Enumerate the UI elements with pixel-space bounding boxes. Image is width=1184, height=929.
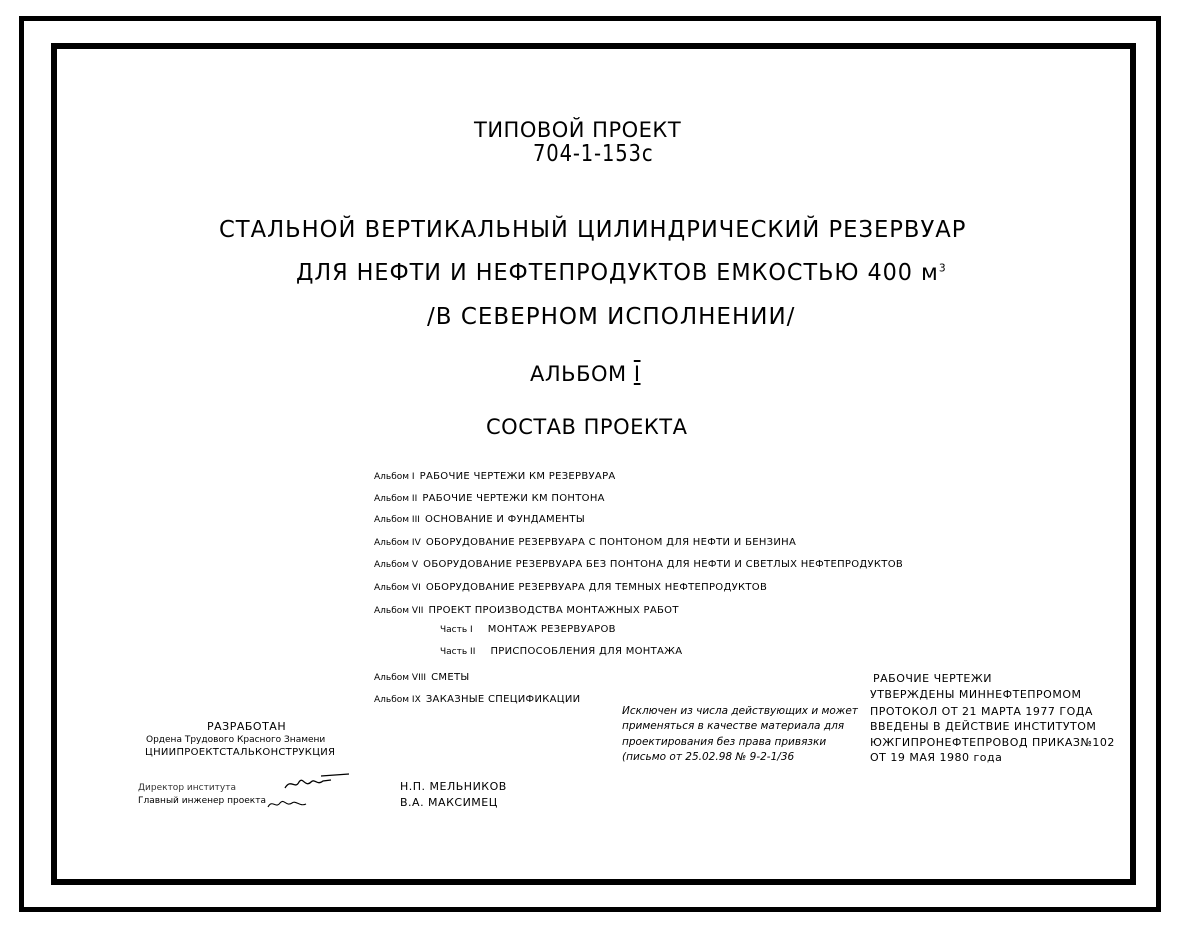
contents-text: РАБОЧИЕ ЧЕРТЕЖИ КМ ПОНТОНА: [422, 493, 605, 504]
contents-album: Альбом VI: [374, 583, 421, 593]
developer-title: РАЗРАБОТАН: [207, 720, 287, 733]
contents-text: ЗАКАЗНЫЕ СПЕЦИФИКАЦИИ: [425, 694, 581, 705]
contents-text: ОСНОВАНИЕ И ФУНДАМЕНТЫ: [424, 514, 585, 525]
album-label: АЛЬБОМ: [530, 362, 627, 386]
contents-text: ПРИСПОСОБЛЕНИЯ ДЛЯ МОНТАЖА: [490, 646, 683, 657]
contents-row: [374, 600, 679, 616]
approval-line-2: УТВЕРЖДЕНЫ МИННЕФТЕПРОМОМ: [870, 688, 1082, 701]
project-type-title: ТИПОВОЙ ПРОЕКТ: [474, 118, 682, 142]
exclusion-note-line-4: (письмо от 25.02.98 № 9-2-1/36: [622, 751, 795, 763]
director-signature: [283, 772, 353, 792]
contents-part: Часть I: [440, 625, 473, 635]
heading-line-2-superscript: 3: [938, 261, 947, 275]
chief-engineer-name: В.А. МАКСИМЕЦ: [400, 796, 498, 809]
approval-line-5: ЮЖГИПРОНЕФТЕПРОВОД ПРИКАЗ№102: [870, 736, 1115, 749]
contents-album: Альбом I: [374, 472, 415, 482]
contents-row: [374, 554, 903, 570]
contents-album: Альбом III: [374, 515, 420, 525]
contents-row: [440, 619, 616, 635]
heading-line-2-text: ДЛЯ НЕФТИ И НЕФТЕПРОДУКТОВ ЕМКОСТЬЮ 400 м: [296, 260, 939, 286]
heading-line-2: [296, 262, 947, 285]
contents-text: РАБОЧИЕ ЧЕРТЕЖИ КМ РЕЗЕРВУАРА: [419, 471, 616, 482]
contents-row: [374, 689, 580, 705]
contents-album: Альбом IX: [374, 695, 421, 705]
exclusion-note-line-3: проектирования без права привязки: [622, 736, 827, 748]
contents-text: МОНТАЖ РЕЗЕРВУАРОВ: [487, 624, 616, 635]
director-role: Директор института: [138, 783, 236, 793]
developer-order: Ордена Трудового Красного Знамени: [146, 735, 326, 745]
contents-album: Альбом II: [374, 494, 418, 504]
contents-row: [374, 577, 767, 593]
contents-album: Альбом V: [374, 560, 419, 570]
heading-line-1: СТАЛЬНОЙ ВЕРТИКАЛЬНЫЙ ЦИЛИНДРИЧЕСКИЙ РЕЗЕРВУАР: [219, 217, 967, 243]
contents-row: [374, 509, 585, 525]
album-number: I: [633, 362, 641, 386]
contents-text: СМЕТЫ: [431, 672, 470, 683]
contents-row: [374, 466, 616, 482]
contents-album: Альбом VII: [374, 606, 424, 616]
approval-line-4: ВВЕДЕНЫ В ДЕЙСТВИЕ ИНСТИТУТОМ: [870, 720, 1097, 733]
album-heading: [530, 364, 641, 385]
approval-line-3: ПРОТОКОЛ ОТ 21 МАРТА 1977 ГОДА: [870, 705, 1093, 718]
contents-row: [440, 641, 682, 657]
director-name: Н.П. МЕЛЬНИКОВ: [400, 780, 507, 793]
contents-text: ПРОЕКТ ПРОИЗВОДСТВА МОНТАЖНЫХ РАБОТ: [428, 605, 679, 616]
contents-row: [374, 488, 605, 504]
project-number: 704-1-153с: [533, 141, 654, 167]
approval-line-6: ОТ 19 МАЯ 1980 года: [870, 751, 1003, 764]
contents-part: Часть II: [440, 647, 476, 657]
developer-institute: ЦНИИПРОЕКТСТАЛЬКОНСТРУКЦИЯ: [145, 747, 336, 758]
chief-engineer-signature: [266, 795, 311, 811]
approval-line-1: РАБОЧИЕ ЧЕРТЕЖИ: [873, 672, 992, 685]
contents-title: СОСТАВ ПРОЕКТА: [486, 415, 688, 439]
heading-line-3: /В СЕВЕРНОМ ИСПОЛНЕНИИ/: [427, 304, 796, 330]
contents-album: Альбом VIII: [374, 673, 427, 683]
contents-text: ОБОРУДОВАНИЕ РЕЗЕРВУАРА С ПОНТОНОМ ДЛЯ НЕФТИ И БЕНЗИНА: [425, 537, 797, 548]
exclusion-note-line-2: применяться в качестве материала для: [622, 720, 845, 732]
exclusion-note-line-1: Исключен из числа действующих и может: [622, 705, 858, 717]
contents-text: ОБОРУДОВАНИЕ РЕЗЕРВУАРА ДЛЯ ТЕМНЫХ НЕФТЕПРОДУКТОВ: [425, 582, 768, 593]
contents-album: Альбом IV: [374, 538, 421, 548]
contents-row: [374, 667, 470, 683]
contents-row: [374, 532, 796, 548]
contents-text: ОБОРУДОВАНИЕ РЕЗЕРВУАРА БЕЗ ПОНТОНА ДЛЯ НЕФТИ И СВЕТЛЫХ НЕФТЕПРОДУКТОВ: [423, 559, 904, 570]
chief-engineer-role: Главный инженер проекта: [138, 796, 266, 806]
